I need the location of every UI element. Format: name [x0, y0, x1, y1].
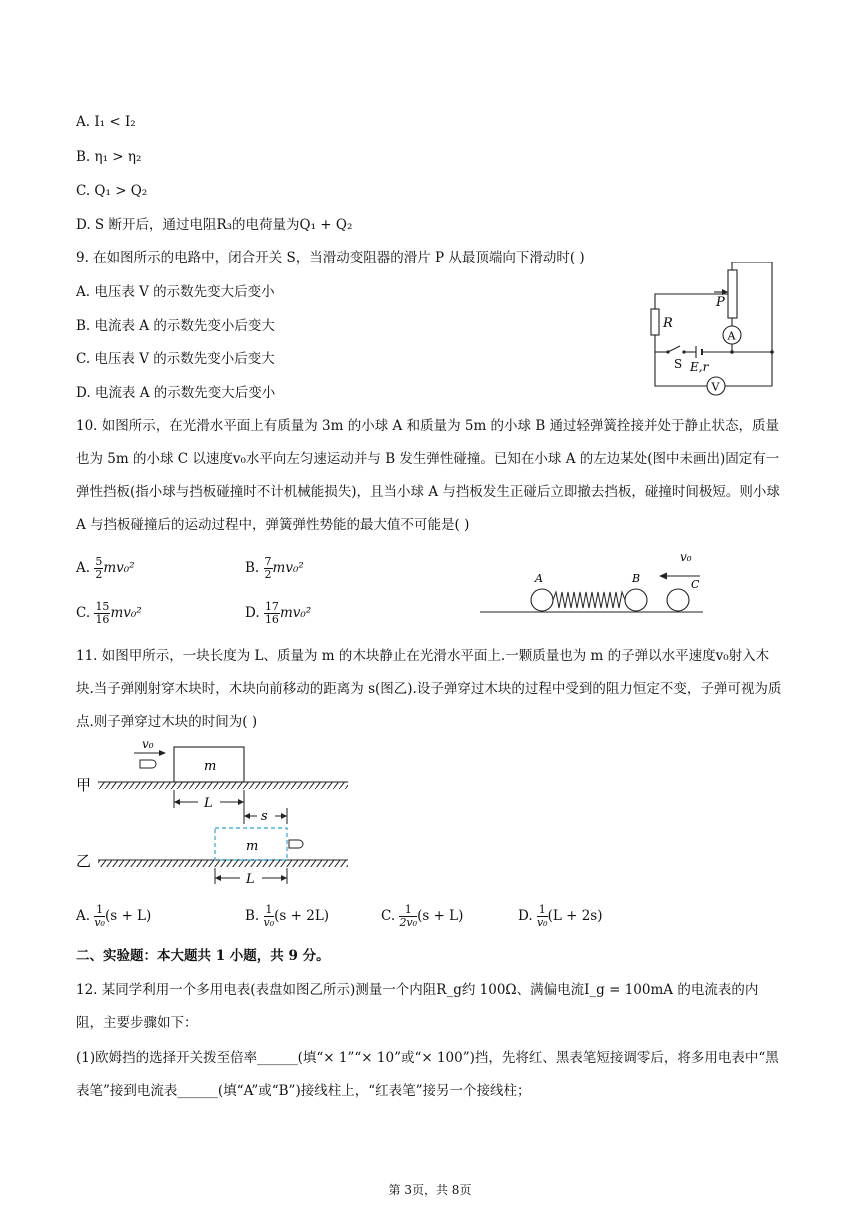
q10-d-tail: mv₀² — [279, 605, 312, 621]
q10-d-num: 17 — [264, 600, 279, 613]
q9-option-c: C. 电压表 V 的示数先变小后变大 — [76, 351, 275, 367]
q11-d-num: 1 — [538, 903, 546, 916]
q11-bullet-block-diagram — [76, 732, 366, 898]
q10-option-b — [245, 556, 304, 581]
q10-c-den: 16 — [95, 613, 110, 626]
q11-a-tail: (s + L) — [104, 908, 152, 924]
q10-b-den: 2 — [264, 568, 272, 581]
label-yi: 乙 — [76, 852, 92, 870]
q10-option-a — [76, 556, 135, 581]
section-2-heading: 二、实验题：本大题共 1 小题，共 9 分。 — [76, 948, 330, 964]
label-m1: m — [204, 759, 217, 774]
q10-d-letter: D. — [245, 605, 260, 621]
q11-option-c — [381, 904, 463, 929]
q9-option-d: D. 电流表 A 的示数先变大后变小 — [76, 385, 276, 401]
q11-a-num: 1 — [96, 903, 104, 916]
label-jia: 甲 — [76, 776, 92, 794]
label-c: C — [691, 578, 700, 591]
q11-b-letter: B. — [245, 908, 260, 924]
q11-a-den: v₀ — [94, 916, 105, 929]
page-footer: 第 3页，共 8页 — [388, 1183, 472, 1197]
q11-option-a — [76, 904, 151, 929]
q11-c-num: 1 — [399, 904, 417, 917]
label-b: B — [632, 572, 641, 585]
q11-a-letter: A. — [76, 908, 91, 924]
q11-d-tail: (L + 2s) — [547, 908, 603, 924]
q9-stem: 9. 在如图所示的电路中，闭合开关 S，当滑动变阻器的滑片 P 从最顶端向下滑动时( ) — [76, 250, 585, 266]
q9-option-b: B. 电流表 A 的示数先变小后变大 — [76, 318, 275, 334]
label-r: R — [663, 316, 673, 331]
q10-c-num: 15 — [95, 600, 110, 613]
label-v0-jia: v₀ — [142, 737, 154, 751]
label-s: s — [261, 809, 268, 824]
q11-option-d — [518, 904, 602, 929]
q10-c-letter: C. — [76, 605, 91, 621]
q10-c-tail: mv₀² — [110, 605, 142, 621]
q9-circuit-diagram — [640, 262, 790, 396]
q11-c-letter: C. — [381, 908, 396, 924]
label-m2: m — [246, 839, 259, 854]
q10-a-den: 2 — [95, 568, 103, 581]
q10-stem: 10. 如图所示，在光滑水平面上有质量为 3m 的小球 A 和质量为 5m 的小球 B 通过轻弹簧拴接并处于静止状态，质量也为 5m 的小球 C 以速度v₀水平向左匀速运动并与 B 发生弹性碰撞。已知在小球 A 的左边某处(图中未画出)固定有一弹性挡板(指小球与挡板碰撞时不计机械能损失)，且当小球 A 与挡板发生正碰后立即撤去挡板，碰撞时间极短。则小球 A 与挡板碰撞后的运动过程中，弹簧弹性势能的最大值不可能是( ) — [76, 418, 780, 533]
q10-b-letter: B. — [245, 560, 260, 576]
q11-d-letter: D. — [518, 908, 533, 924]
label-battery: E,r — [690, 360, 709, 374]
q12-step1: (1)欧姆挡的选择开关拨至倍率______(填“× 1”“× 10”或“× 100”)挡，先将红、黑表笔短接调零后，将多用电表中“黑表笔”接到电流表______(填“A”或“B”)接线柱上，“红表笔”接另一个接线柱； — [76, 1050, 779, 1099]
q10-a-tail: mv₀² — [103, 560, 135, 576]
q10-option-c — [76, 601, 142, 626]
q10-option-d — [245, 601, 311, 626]
q8-option-c: C. Q₁ > Q₂ — [76, 183, 148, 199]
q11-c-den: 2v₀ — [399, 916, 418, 929]
q10-spring-diagram — [478, 544, 708, 616]
label-s: S — [674, 357, 683, 371]
q10-d-den: 16 — [264, 613, 279, 626]
q11-d-den: v₀ — [536, 916, 548, 929]
q12-stem: 12. 某同学利用一个多用电表(表盘如图乙所示)测量一个内阻R_g约 100Ω、满偏电流I_g = 100mA 的电流表的内阻，主要步骤如下： — [76, 982, 759, 1031]
q10-b-tail: mv₀² — [272, 560, 304, 576]
label-p: P — [716, 295, 725, 310]
q10-b-num: 7 — [264, 555, 272, 568]
q8-option-d: D. S 断开后，通过电阻R₃的电荷量为Q₁ + Q₂ — [76, 217, 353, 233]
label-L2: L — [246, 872, 255, 887]
q10-a-num: 5 — [95, 555, 103, 568]
q8-option-b: B. η₁ > η₂ — [76, 149, 142, 165]
q10-a-letter: A. — [76, 560, 91, 576]
q11-b-num: 1 — [265, 903, 273, 916]
q11-stem: 11. 如图甲所示，一块长度为 L、质量为 m 的木块静止在光滑水平面上.一颗质量也为 m 的子弹以水平速度v₀射入木块.当子弹刚射穿木块时，木块向前移动的距离为 s(图乙).设子弹穿过木块的过程中受到的阻力恒定不变，子弹可视为质点.则子弹穿过木块的时间为( ) — [76, 648, 782, 730]
label-a: A — [535, 572, 543, 585]
q8-option-a: A. I₁ < I₂ — [76, 114, 136, 130]
label-L1: L — [204, 796, 213, 811]
q11-c-tail: (s + L) — [417, 908, 464, 924]
q11-option-b — [245, 904, 329, 929]
label-v0: v₀ — [680, 550, 692, 564]
q9-option-a: A. 电压表 V 的示数先变大后变小 — [76, 284, 275, 300]
q11-b-tail: (s + 2L) — [274, 908, 330, 924]
q11-b-den: v₀ — [263, 916, 275, 929]
label-ammeter: A — [727, 329, 736, 343]
label-voltmeter: V — [711, 380, 720, 394]
